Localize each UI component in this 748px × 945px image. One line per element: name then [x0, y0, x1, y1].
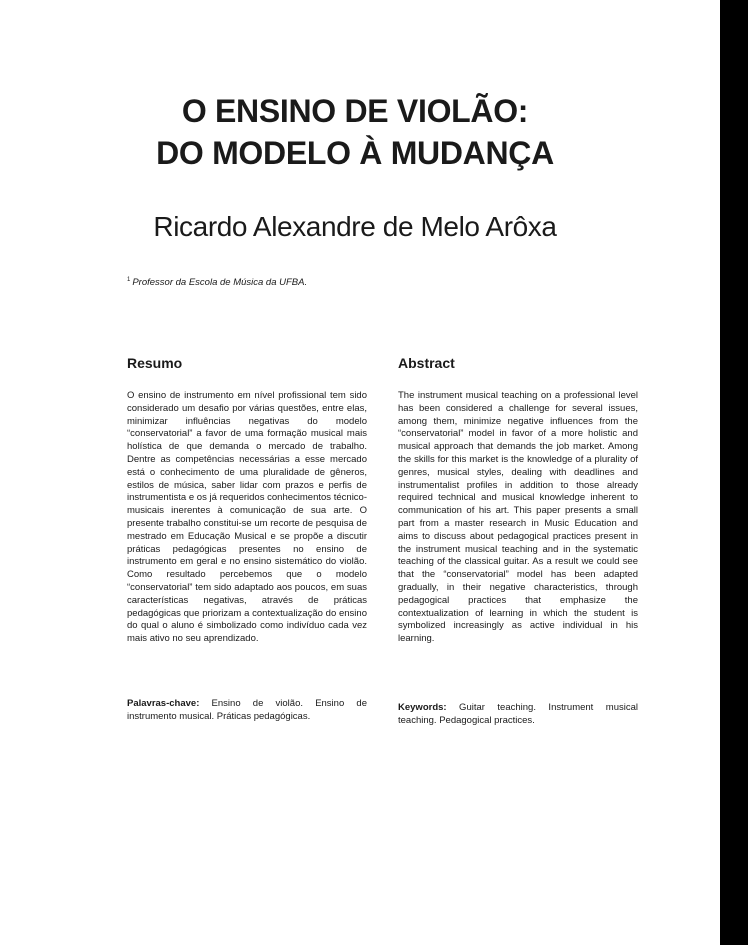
- abstract-keywords: [398, 702, 638, 728]
- footnote-marker: 1: [127, 277, 131, 283]
- resumo-keywords-text: Ensino de violão. Ensino de instrumento musical. Práticas pedagógicas.: [127, 698, 367, 722]
- abstract-body: The instrument musical teaching on a professional level has been considered a challenge for several issues, among them, minimize negative influences from the “conservatorial” model in favor of a more holistic and musical approach that demands the job market. Among the skills for this market is the knowledge of a plurality of genres, musical styles, dealing with deadlines and instrumentalist profiles in addition to those already required technical and musical knowledge inherent to communication of his art. This paper presents a small part from a master research in Music Education and aims to discuss about pedagogical practices present in the instrument musical teaching and in the systematic teaching of the classical guitar. As a result we could see that the “conservatorial” model has been adapted gradually, in their negative characteristics, through pedagogical practices that emphasize the contextualization of learning in which the student is symbolized increasingly as active individual in his learning.: [398, 390, 638, 645]
- affiliation-text: Professor da Escola de Música da UFBA.: [132, 277, 308, 289]
- resumo-keywords: [127, 698, 367, 724]
- page-edge-bar: [720, 0, 748, 945]
- resumo-heading: Resumo: [127, 355, 183, 371]
- abstract-keywords-label: Keywords:: [398, 702, 447, 713]
- abstract-keywords-text: Guitar teaching. Instrument musical teaching. Pedagogical practices.: [398, 702, 638, 726]
- title-line-2: DO MODELO À MUDANÇA: [156, 135, 554, 171]
- resumo-keywords-label: Palavras-chave:: [127, 698, 200, 709]
- author-affiliation: [127, 277, 307, 288]
- author-name: Ricardo Alexandre de Melo Arôxa: [153, 211, 557, 242]
- resumo-body: O ensino de instrumento em nível profissional tem sido considerado um desafio por várias questões, entre elas, minimizar influências negativas do modelo “conservatorial” a favor de uma formação musical mais holística de que demanda o mercado de trabalho. Dentre as competências necessárias a esse mercado está o conhecimento de uma pluralidade de gêneros, estilos de música, saber lidar com prazos e perfis de instrumentista e os já requeridos conhecimentos técnico-musicais inerentes à comunicação de sua arte. O presente trabalho constitui-se um recorte de pesquisa de mestrado em Educação Musical e se propõe a discutir práticas pedagógicas presentes no ensino de instrumento em geral e no ensino sistemático do violão. Como resultado percebemos que o modelo “conservatorial” tem sido adaptado aos poucos, em suas características negativas, através de práticas pedagógicas que priorizam a contextualização do ensino do qual o aluno é simbolizado como indivíduo cada vez mais ativo no seu aprendizado.: [127, 390, 367, 645]
- abstract-heading: Abstract: [398, 355, 455, 371]
- title-line-1: O ENSINO DE VIOLÃO:: [181, 93, 529, 129]
- article-title: [60, 90, 650, 174]
